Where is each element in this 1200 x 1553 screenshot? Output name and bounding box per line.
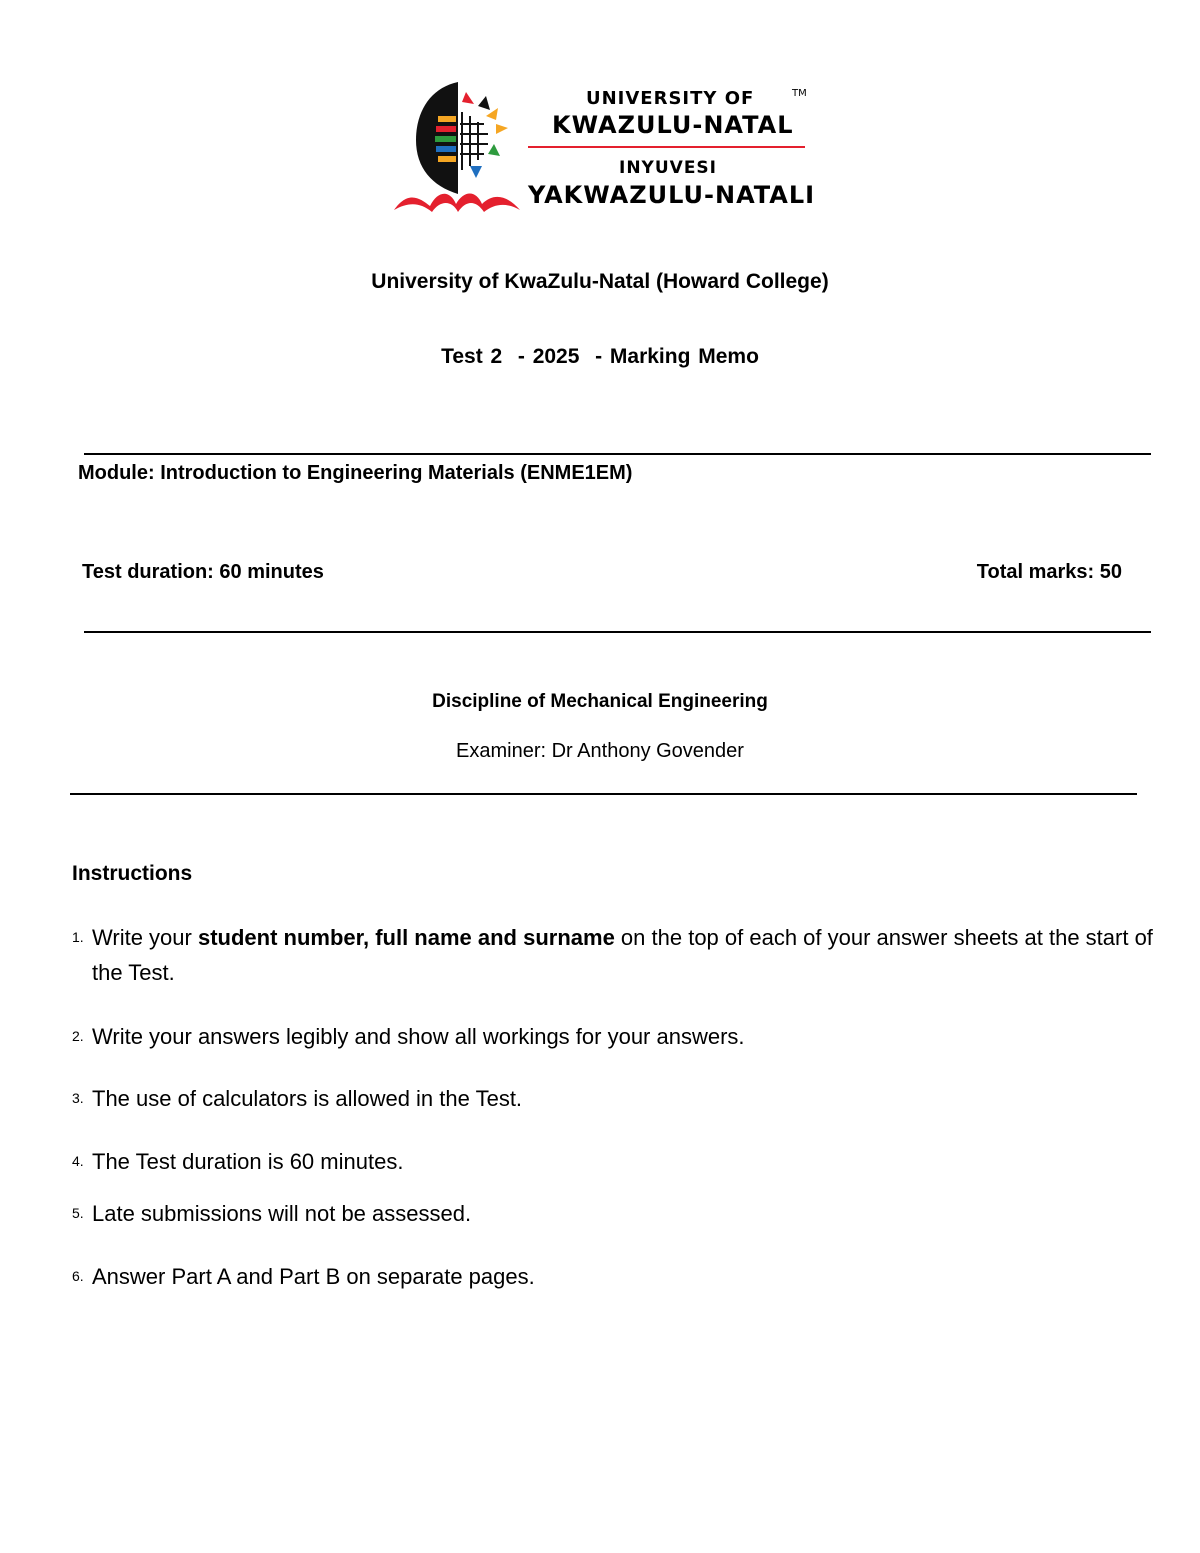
instruction-text: Late submissions will not be assessed. [92, 1201, 472, 1226]
instructions-heading: Instructions [72, 862, 193, 885]
logo-line-kwazulu-natal: KWAZULU-NATAL [552, 111, 794, 139]
test-duration: Test duration: 60 minutes [82, 561, 324, 583]
instruction-text: on the top of each of your answer sheets at the start of the Test. [92, 925, 1153, 985]
logo-line-yakwazulu-natali: YAKWAZULU-NATALI [528, 181, 816, 209]
instruction-text: The Test duration is 60 minutes. [92, 1149, 404, 1174]
module-label: Module: Introduction to Engineering Materials (ENME1EM) [78, 462, 633, 484]
divider-bottom [70, 793, 1137, 795]
instruction-text: Write your answers legibly and show all workings for your answers. [92, 1024, 745, 1049]
logo-line-inyuvesi: INYUVESI [619, 158, 718, 178]
institution-heading: University of KwaZulu-Natal (Howard College) [371, 270, 829, 293]
discipline-label: Discipline of Mechanical Engineering [432, 691, 768, 712]
instruction-number: 5. [72, 1205, 84, 1221]
instruction-item [72, 1196, 1162, 1231]
instruction-item [72, 1081, 1162, 1116]
logo-divider [528, 146, 805, 148]
logo-trademark: TM [792, 88, 807, 99]
divider-middle [84, 631, 1151, 633]
instruction-text: The use of calculators is allowed in the Test. [92, 1086, 523, 1111]
instruction-number: 4. [72, 1153, 84, 1169]
instruction-text: Answer Part A and Part B on separate pages. [92, 1264, 535, 1289]
instruction-item [72, 1259, 1162, 1294]
instruction-text: Write your [92, 925, 198, 950]
examiner-label: Examiner: Dr Anthony Govender [456, 740, 744, 762]
divider-top [84, 453, 1151, 455]
logo-line-university-of: UNIVERSITY OF [586, 88, 755, 109]
total-marks: Total marks: 50 [976, 561, 1122, 583]
instruction-number: 6. [72, 1268, 84, 1284]
instruction-item [72, 920, 1162, 990]
ukzn-emblem-icon [390, 78, 530, 218]
instruction-emphasis: student number, full name and surname [197, 925, 615, 950]
test-title: Test 2 - 2025 - Marking Memo [441, 345, 759, 368]
instruction-item [72, 1019, 1162, 1054]
instruction-number: 1. [72, 929, 84, 945]
instruction-number: 3. [72, 1090, 84, 1106]
ukzn-logo [390, 78, 820, 218]
instruction-number: 2. [72, 1028, 84, 1044]
instruction-item [72, 1144, 1162, 1179]
